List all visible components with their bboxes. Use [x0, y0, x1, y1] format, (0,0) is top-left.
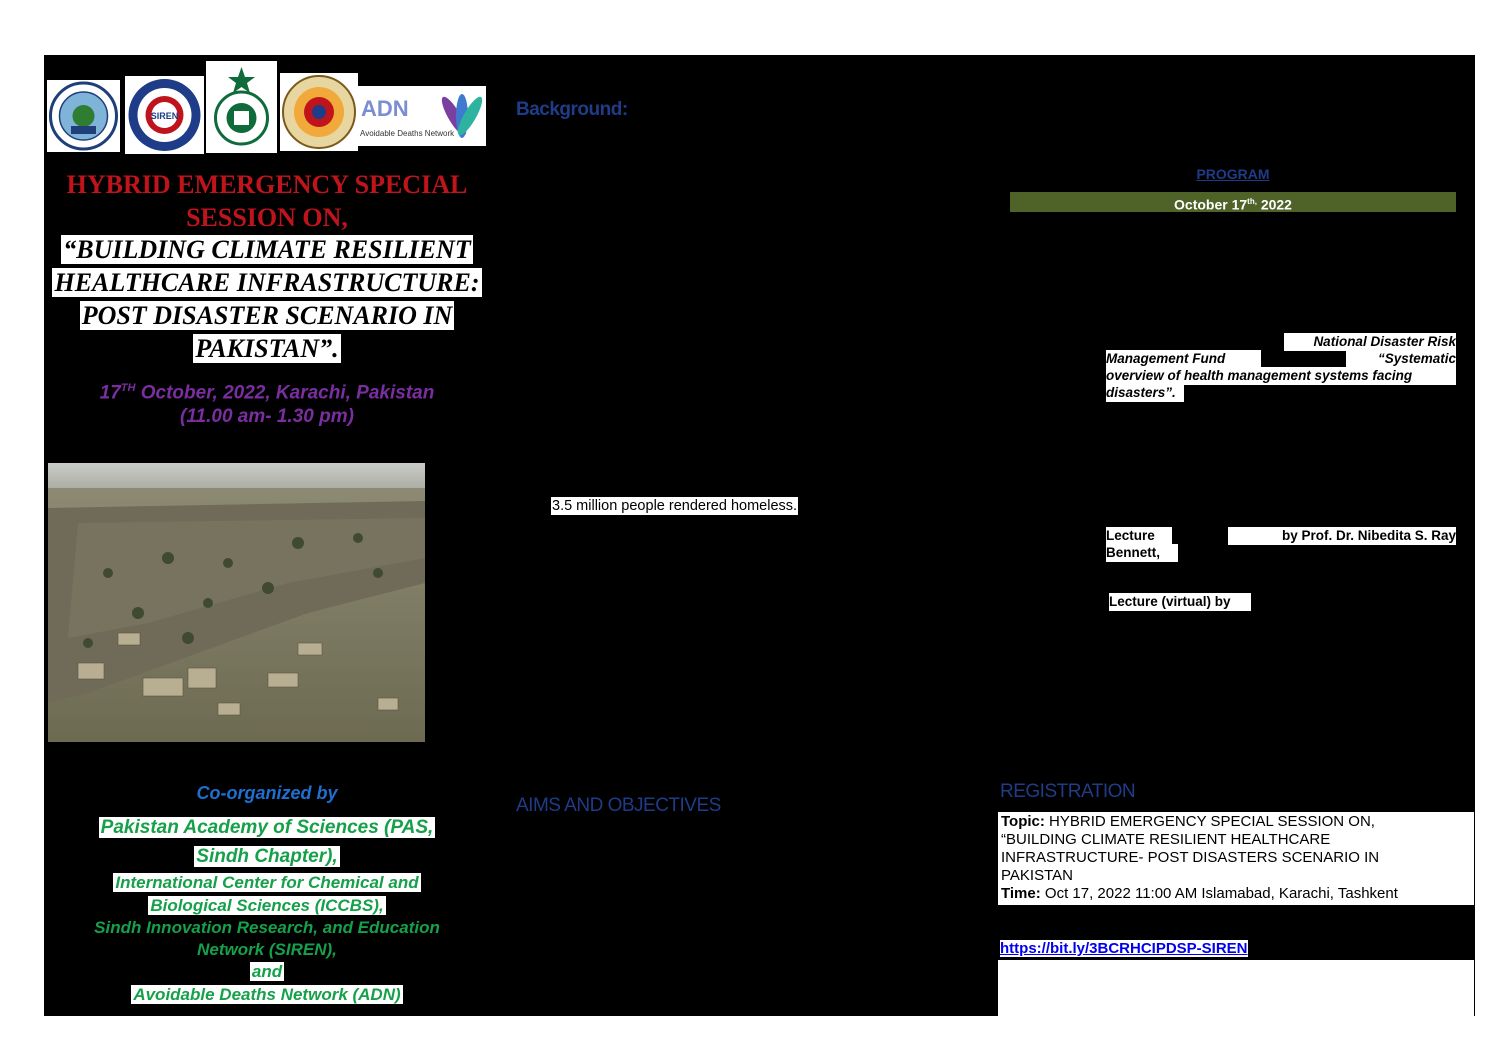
adn-logo	[358, 86, 486, 146]
registration-time: Time: Oct 17, 2022 11:00 AM Islamabad, Karachi, Tashkent	[1001, 885, 1398, 902]
registration-details	[998, 812, 1474, 905]
registration-link[interactable]: https://bit.ly/3BCRHCIPDSP-SIREN	[1000, 940, 1248, 957]
coorg-and: and	[251, 962, 283, 981]
title-red-line1: HYBRID EMERGENCY SPECIAL	[66, 170, 468, 199]
flood-aerial-photo	[48, 463, 425, 742]
svg-text:SIREN: SIREN	[150, 111, 179, 121]
iccbs-seal-icon	[47, 80, 120, 152]
siren-seal-icon	[125, 76, 204, 154]
title-line1: “BUILDING CLIMATE RESILIENT	[63, 235, 471, 264]
coorg-siren-line1: Sindh Innovation Research, and Education	[94, 918, 440, 937]
program-item2-line2: Bennett,	[1106, 544, 1178, 562]
title-line2: HEALTHCARE INFRASTRUCTURE:	[54, 268, 480, 297]
registration-topic-line1: Topic: HYBRID EMERGENCY SPECIAL SESSION ON,	[1001, 813, 1375, 830]
program-heading[interactable]: PROGRAM	[1196, 166, 1270, 182]
registration-blank-area	[998, 960, 1474, 1016]
program-item1-line2b: “Systematic	[1346, 350, 1456, 368]
program-item1-line2a: Management Fund	[1106, 350, 1261, 368]
coorg-pas-line1: Pakistan Academy of Sciences (PAS,	[100, 817, 434, 838]
program-item3: Lecture (virtual) by	[1109, 593, 1251, 611]
program-item2-line1a: Lecture	[1106, 527, 1172, 545]
program-item2-line1b: by Prof. Dr. Nibedita S. Ray	[1228, 527, 1456, 545]
registration-topic-line2: “BUILDING CLIMATE RESILIENT HEALTHCARE	[1001, 831, 1331, 848]
coorg-iccbs-line2: Biological Sciences (ICCBS),	[150, 896, 384, 915]
program-item1-line1: National Disaster Risk	[1284, 333, 1456, 351]
coorg-siren-line2: Network (SIREN),	[197, 940, 337, 959]
registration-topic-line3: INFRASTRUCTURE- POST DISASTERS SCENARIO IN	[1001, 849, 1380, 866]
registration-topic-line4: PAKISTAN	[1001, 867, 1073, 884]
coorg-pas-line2: Sindh Chapter),	[196, 846, 338, 867]
adn-network-icon	[358, 86, 486, 146]
iccbs-logo	[47, 80, 120, 152]
registration-heading: REGISTRATION	[1000, 781, 1136, 802]
sindh-emblem-icon	[206, 61, 277, 153]
svg-text:Avoidable Deaths Network: Avoidable Deaths Network	[360, 129, 455, 138]
coorg-adn: Avoidable Deaths Network (ADN)	[133, 985, 401, 1004]
title-red-line2: SESSION ON,	[186, 203, 348, 232]
siren-logo	[125, 76, 204, 154]
background-heading: Background:	[516, 99, 628, 120]
pas-seal-icon	[280, 73, 358, 151]
homeless-text: 3.5 million people rendered homeless.	[552, 498, 798, 514]
sindh-government-logo	[206, 61, 277, 153]
event-time: (11.00 am- 1.30 pm)	[180, 406, 354, 427]
title-line3: POST DISASTER SCENARIO IN	[81, 301, 453, 330]
coorganized-heading: Co-organized by	[196, 783, 338, 803]
program-date-bar: October $17^{th,}$ 2022	[1010, 192, 1456, 212]
aims-heading: AIMS AND OBJECTIVES	[516, 795, 721, 816]
svg-text:ADN: ADN	[361, 96, 409, 121]
title-line4: PAKISTAN”.	[195, 334, 339, 363]
pas-logo	[280, 73, 358, 151]
coorg-iccbs-line1: International Center for Chemical and	[115, 873, 419, 892]
event-date: 17TH October, 2022, Karachi, Pakistan	[99, 382, 435, 404]
program-item1-line3: overview of health management systems facing	[1106, 367, 1456, 385]
program-item1-line4: disasters”.	[1106, 384, 1184, 402]
